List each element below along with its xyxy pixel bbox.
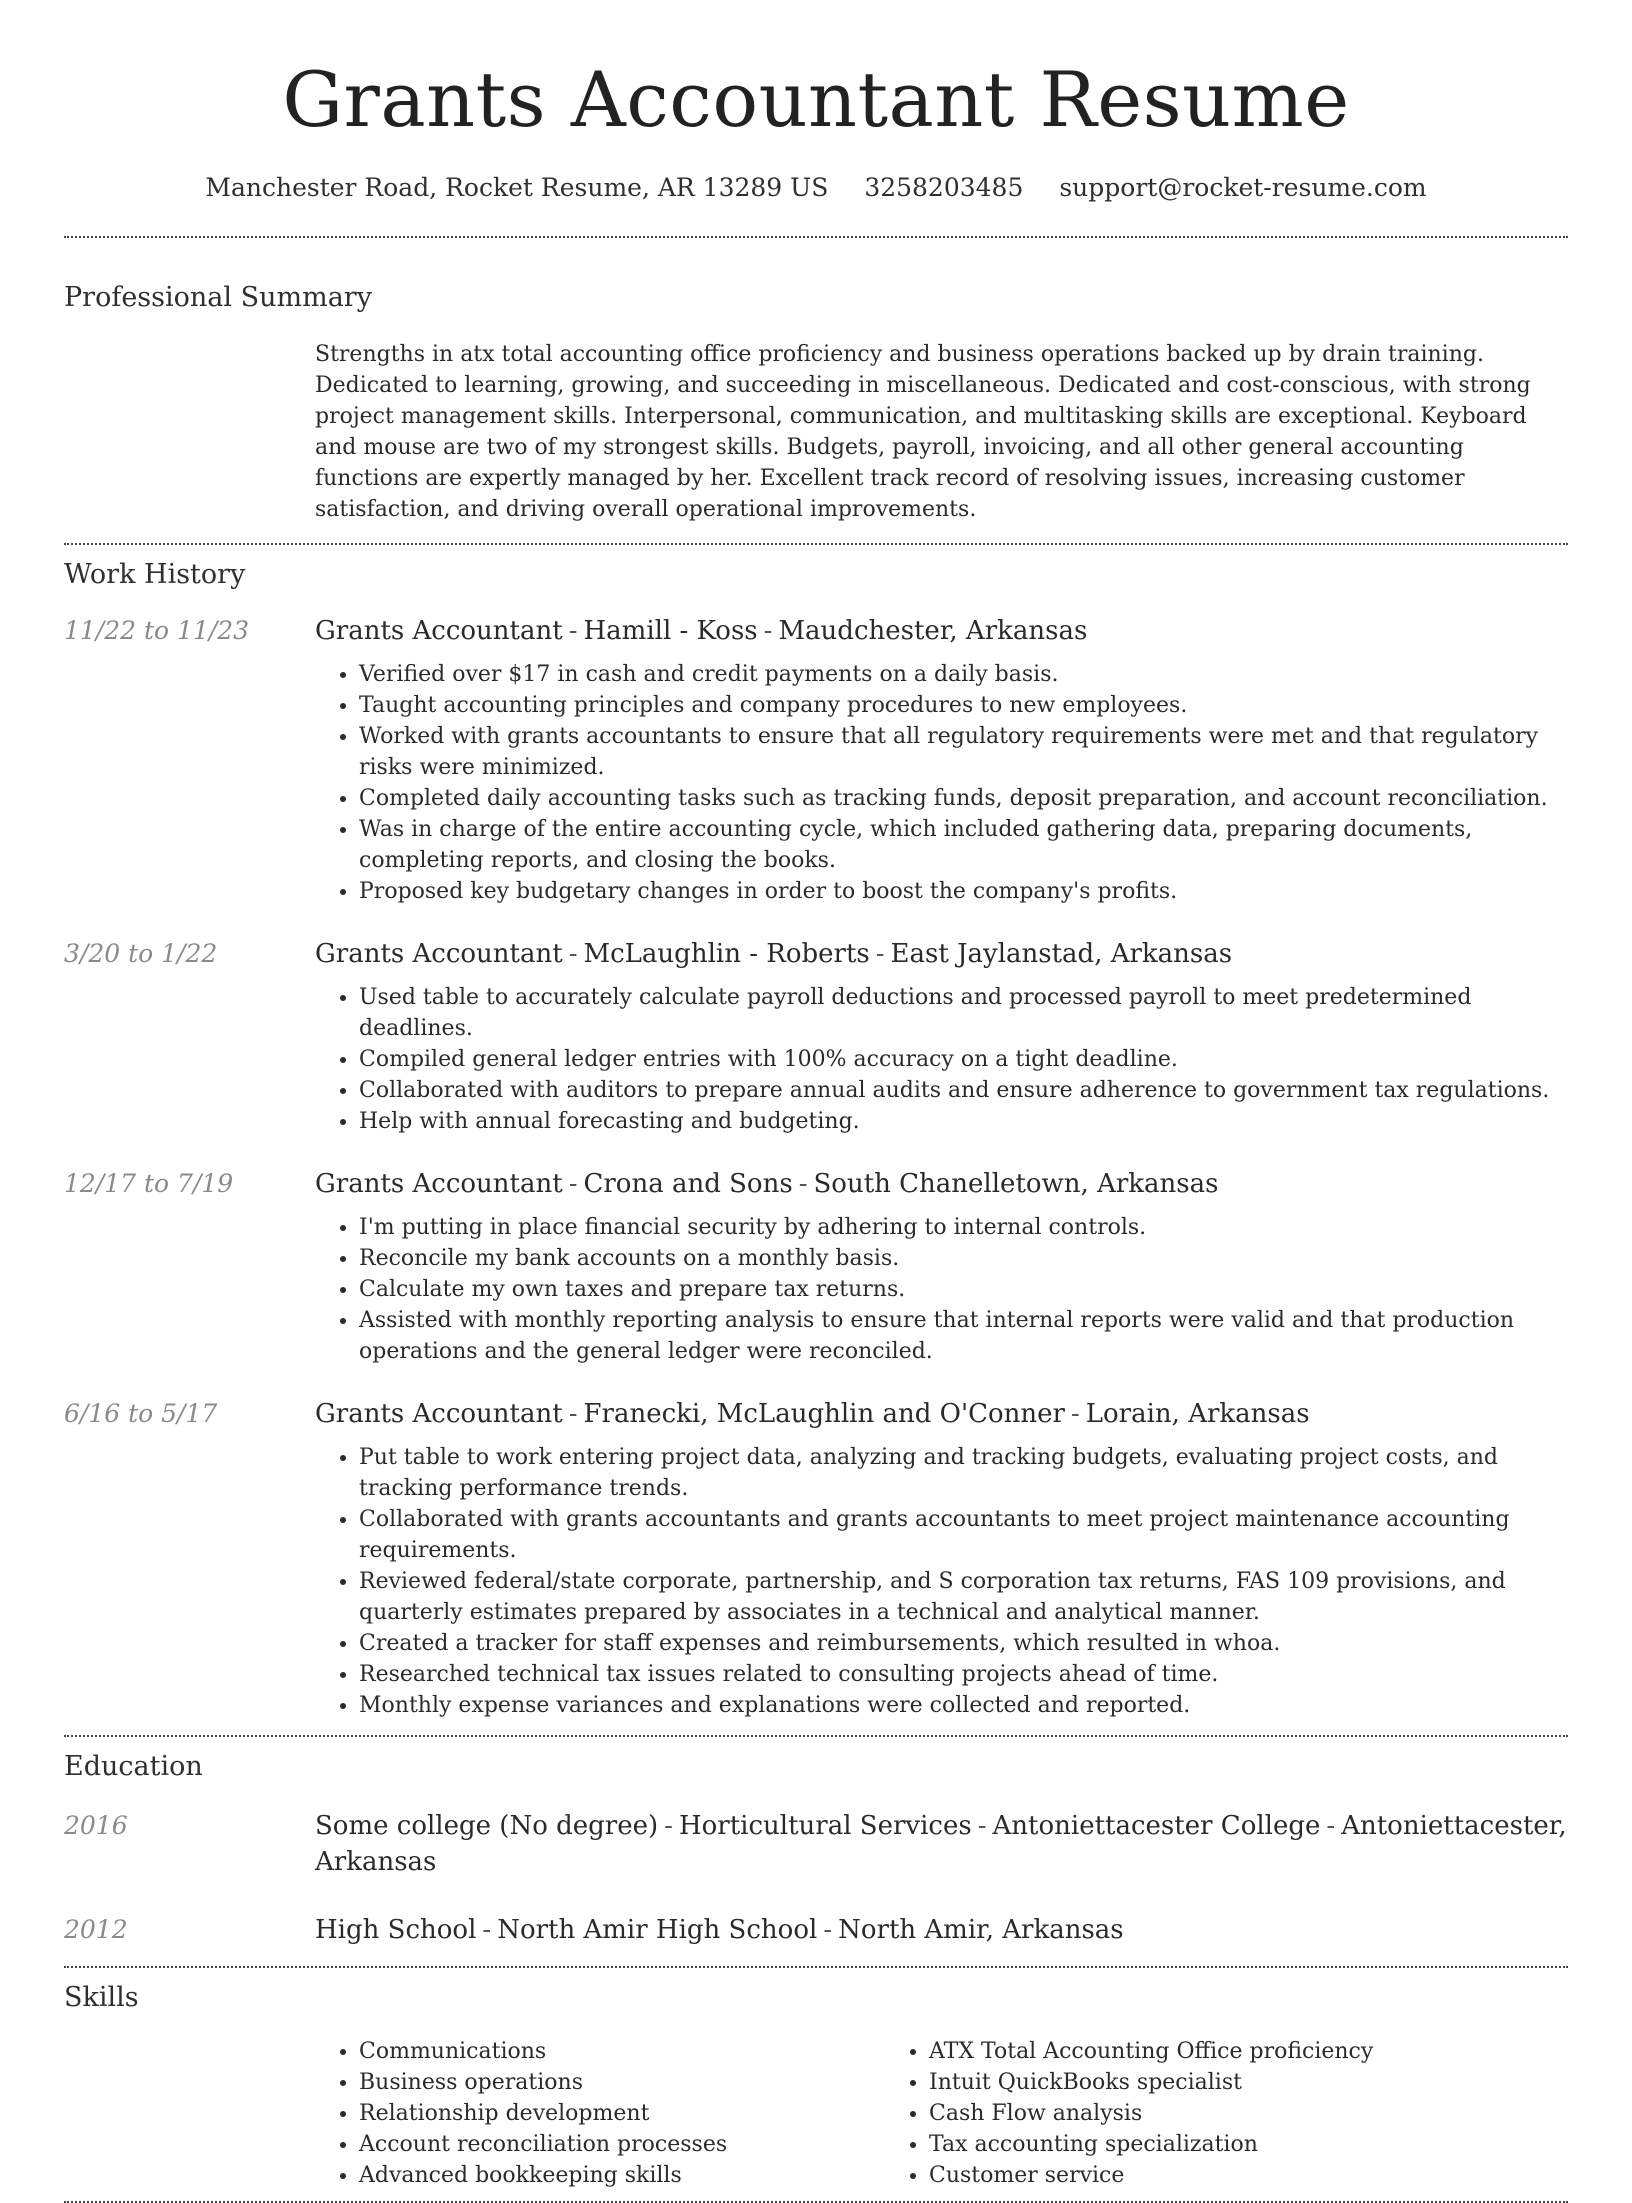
contact-address: Manchester Road, Rocket Resume, AR 13289 US bbox=[205, 173, 829, 202]
list-item: • Customer service bbox=[929, 2160, 1455, 2191]
list-item: • Taught accounting principles and company procedures to new employees. bbox=[359, 690, 1568, 721]
list-item: • Calculate my own taxes and prepare tax returns. bbox=[359, 1274, 1568, 1305]
list-item: • Advanced bookkeeping skills bbox=[359, 2160, 885, 2191]
list-item: • Compiled general ledger entries with 100% accuracy on a tight deadline. bbox=[359, 1044, 1568, 1075]
list-item: • Reconcile my bank accounts on a monthly basis. bbox=[359, 1243, 1568, 1274]
list-item: • Was in charge of the entire accounting cycle, which included gathering data, preparing documents, completing reports, and closing the books. bbox=[359, 814, 1568, 876]
contact-line bbox=[64, 170, 1568, 206]
job-entry bbox=[64, 613, 1568, 907]
section-title-work: Work History bbox=[64, 559, 246, 590]
page-title: Grants Accountant Resume bbox=[282, 55, 1350, 144]
list-item: • Created a tracker for staff expenses and reimbursements, which resulted in whoa. bbox=[359, 1628, 1568, 1659]
job-title-line: Grants Accountant - Crona and Sons - South Chanelletown, Arkansas bbox=[315, 1169, 1219, 1199]
list-item: • Put table to work entering project data, analyzing and tracking budgets, evaluating project costs, and tracking performance trends. bbox=[359, 1442, 1568, 1504]
list-item: • Relationship development bbox=[359, 2098, 885, 2129]
job-bullets bbox=[315, 1212, 1568, 1367]
education-entry bbox=[64, 1912, 1568, 1948]
list-item: • Assisted with monthly reporting analysis to ensure that internal reports were valid and that production operations and the general ledger were reconciled. bbox=[359, 1305, 1568, 1367]
education-year: 2016 bbox=[64, 1811, 128, 1840]
job-entry bbox=[64, 936, 1568, 1137]
list-item: • Verified over $17 in cash and credit payments on a daily basis. bbox=[359, 659, 1568, 690]
education-year: 2012 bbox=[64, 1915, 128, 1944]
section-title-skills: Skills bbox=[64, 1982, 139, 2013]
list-item: • Worked with grants accountants to ensure that all regulatory requirements were met and that regulatory risks were minimized. bbox=[359, 721, 1568, 783]
job-title-line: Grants Accountant - McLaughlin - Roberts - East Jaylanstad, Arkansas bbox=[315, 939, 1233, 969]
contact-phone: 3258203485 bbox=[864, 173, 1024, 202]
divider bbox=[64, 543, 1568, 545]
contact-email: support@rocket-resume.com bbox=[1059, 173, 1427, 202]
list-item: • Collaborated with auditors to prepare annual audits and ensure adherence to government tax regulations. bbox=[359, 1075, 1568, 1106]
job-bullets bbox=[315, 982, 1568, 1137]
list-item: • Business operations bbox=[359, 2067, 885, 2098]
job-bullets bbox=[315, 1442, 1568, 1721]
list-item: • Help with annual forecasting and budgeting. bbox=[359, 1106, 1568, 1137]
list-item: • Tax accounting specialization bbox=[929, 2129, 1455, 2160]
skills-column-right bbox=[885, 2036, 1455, 2191]
list-item: • ATX Total Accounting Office proficiency bbox=[929, 2036, 1455, 2067]
education-line: Some college (No degree) - Horticultural Services - Antoniettacester College - Antoniettacester, Arkansas bbox=[315, 1811, 1567, 1877]
list-item: • Communications bbox=[359, 2036, 885, 2067]
list-item: • Used table to accurately calculate payroll deductions and processed payroll to meet predetermined deadlines. bbox=[359, 982, 1568, 1044]
education-line: High School - North Amir High School - North Amir, Arkansas bbox=[315, 1915, 1124, 1945]
skills-column-left bbox=[315, 2036, 885, 2191]
section-title-education: Education bbox=[64, 1751, 203, 1782]
job-dates: 11/22 to 11/23 bbox=[64, 616, 250, 645]
job-title-line: Grants Accountant - Franecki, McLaughlin and O'Conner - Lorain, Arkansas bbox=[315, 1399, 1310, 1429]
divider bbox=[64, 1735, 1568, 1737]
job-entry bbox=[64, 1396, 1568, 1721]
list-item: • Monthly expense variances and explanations were collected and reported. bbox=[359, 1690, 1568, 1721]
job-title-line: Grants Accountant - Hamill - Koss - Maudchester, Arkansas bbox=[315, 616, 1088, 646]
divider bbox=[64, 1966, 1568, 1968]
list-item: • Collaborated with grants accountants and grants accountants to meet project maintenance accounting requirements. bbox=[359, 1504, 1568, 1566]
list-item: • Reviewed federal/state corporate, partnership, and S corporation tax returns, FAS 109 provisions, and quarterly estimates prepared by associates in a technical and analytical manner. bbox=[359, 1566, 1568, 1628]
job-dates: 12/17 to 7/19 bbox=[64, 1169, 234, 1198]
job-bullets bbox=[315, 659, 1568, 907]
list-item: • Completed daily accounting tasks such as tracking funds, deposit preparation, and account reconciliation. bbox=[359, 783, 1568, 814]
list-item: • Cash Flow analysis bbox=[929, 2098, 1455, 2129]
section-title-summary: Professional Summary bbox=[64, 282, 372, 313]
divider bbox=[64, 236, 1568, 238]
summary-text: Strengths in atx total accounting office proficiency and business operations backed up by drain training. Dedicated to learning, growing, and succeeding in miscellaneous. Dedicated and cost-conscious, with strong project management skills. Interpersonal, communication, and multitasking skills are exceptional. Keyboard and mouse are two of my strongest skills. Budgets, payroll, invoicing, and all other general accounting functions are expertly managed by her. Excellent track record of resolving issues, increasing customer satisfaction, and driving overall operational improvements. bbox=[315, 342, 1531, 522]
list-item: • I'm putting in place financial security by adhering to internal controls. bbox=[359, 1212, 1568, 1243]
job-entry bbox=[64, 1166, 1568, 1367]
list-item: • Researched technical tax issues related to consulting projects ahead of time. bbox=[359, 1659, 1568, 1690]
list-item: • Proposed key budgetary changes in order to boost the company's profits. bbox=[359, 876, 1568, 907]
job-dates: 3/20 to 1/22 bbox=[64, 939, 218, 968]
education-entry bbox=[64, 1808, 1568, 1880]
list-item: • Account reconciliation processes bbox=[359, 2129, 885, 2160]
skills-list bbox=[315, 2036, 1568, 2191]
job-dates: 6/16 to 5/17 bbox=[64, 1399, 218, 1428]
list-item: • Intuit QuickBooks specialist bbox=[929, 2067, 1455, 2098]
